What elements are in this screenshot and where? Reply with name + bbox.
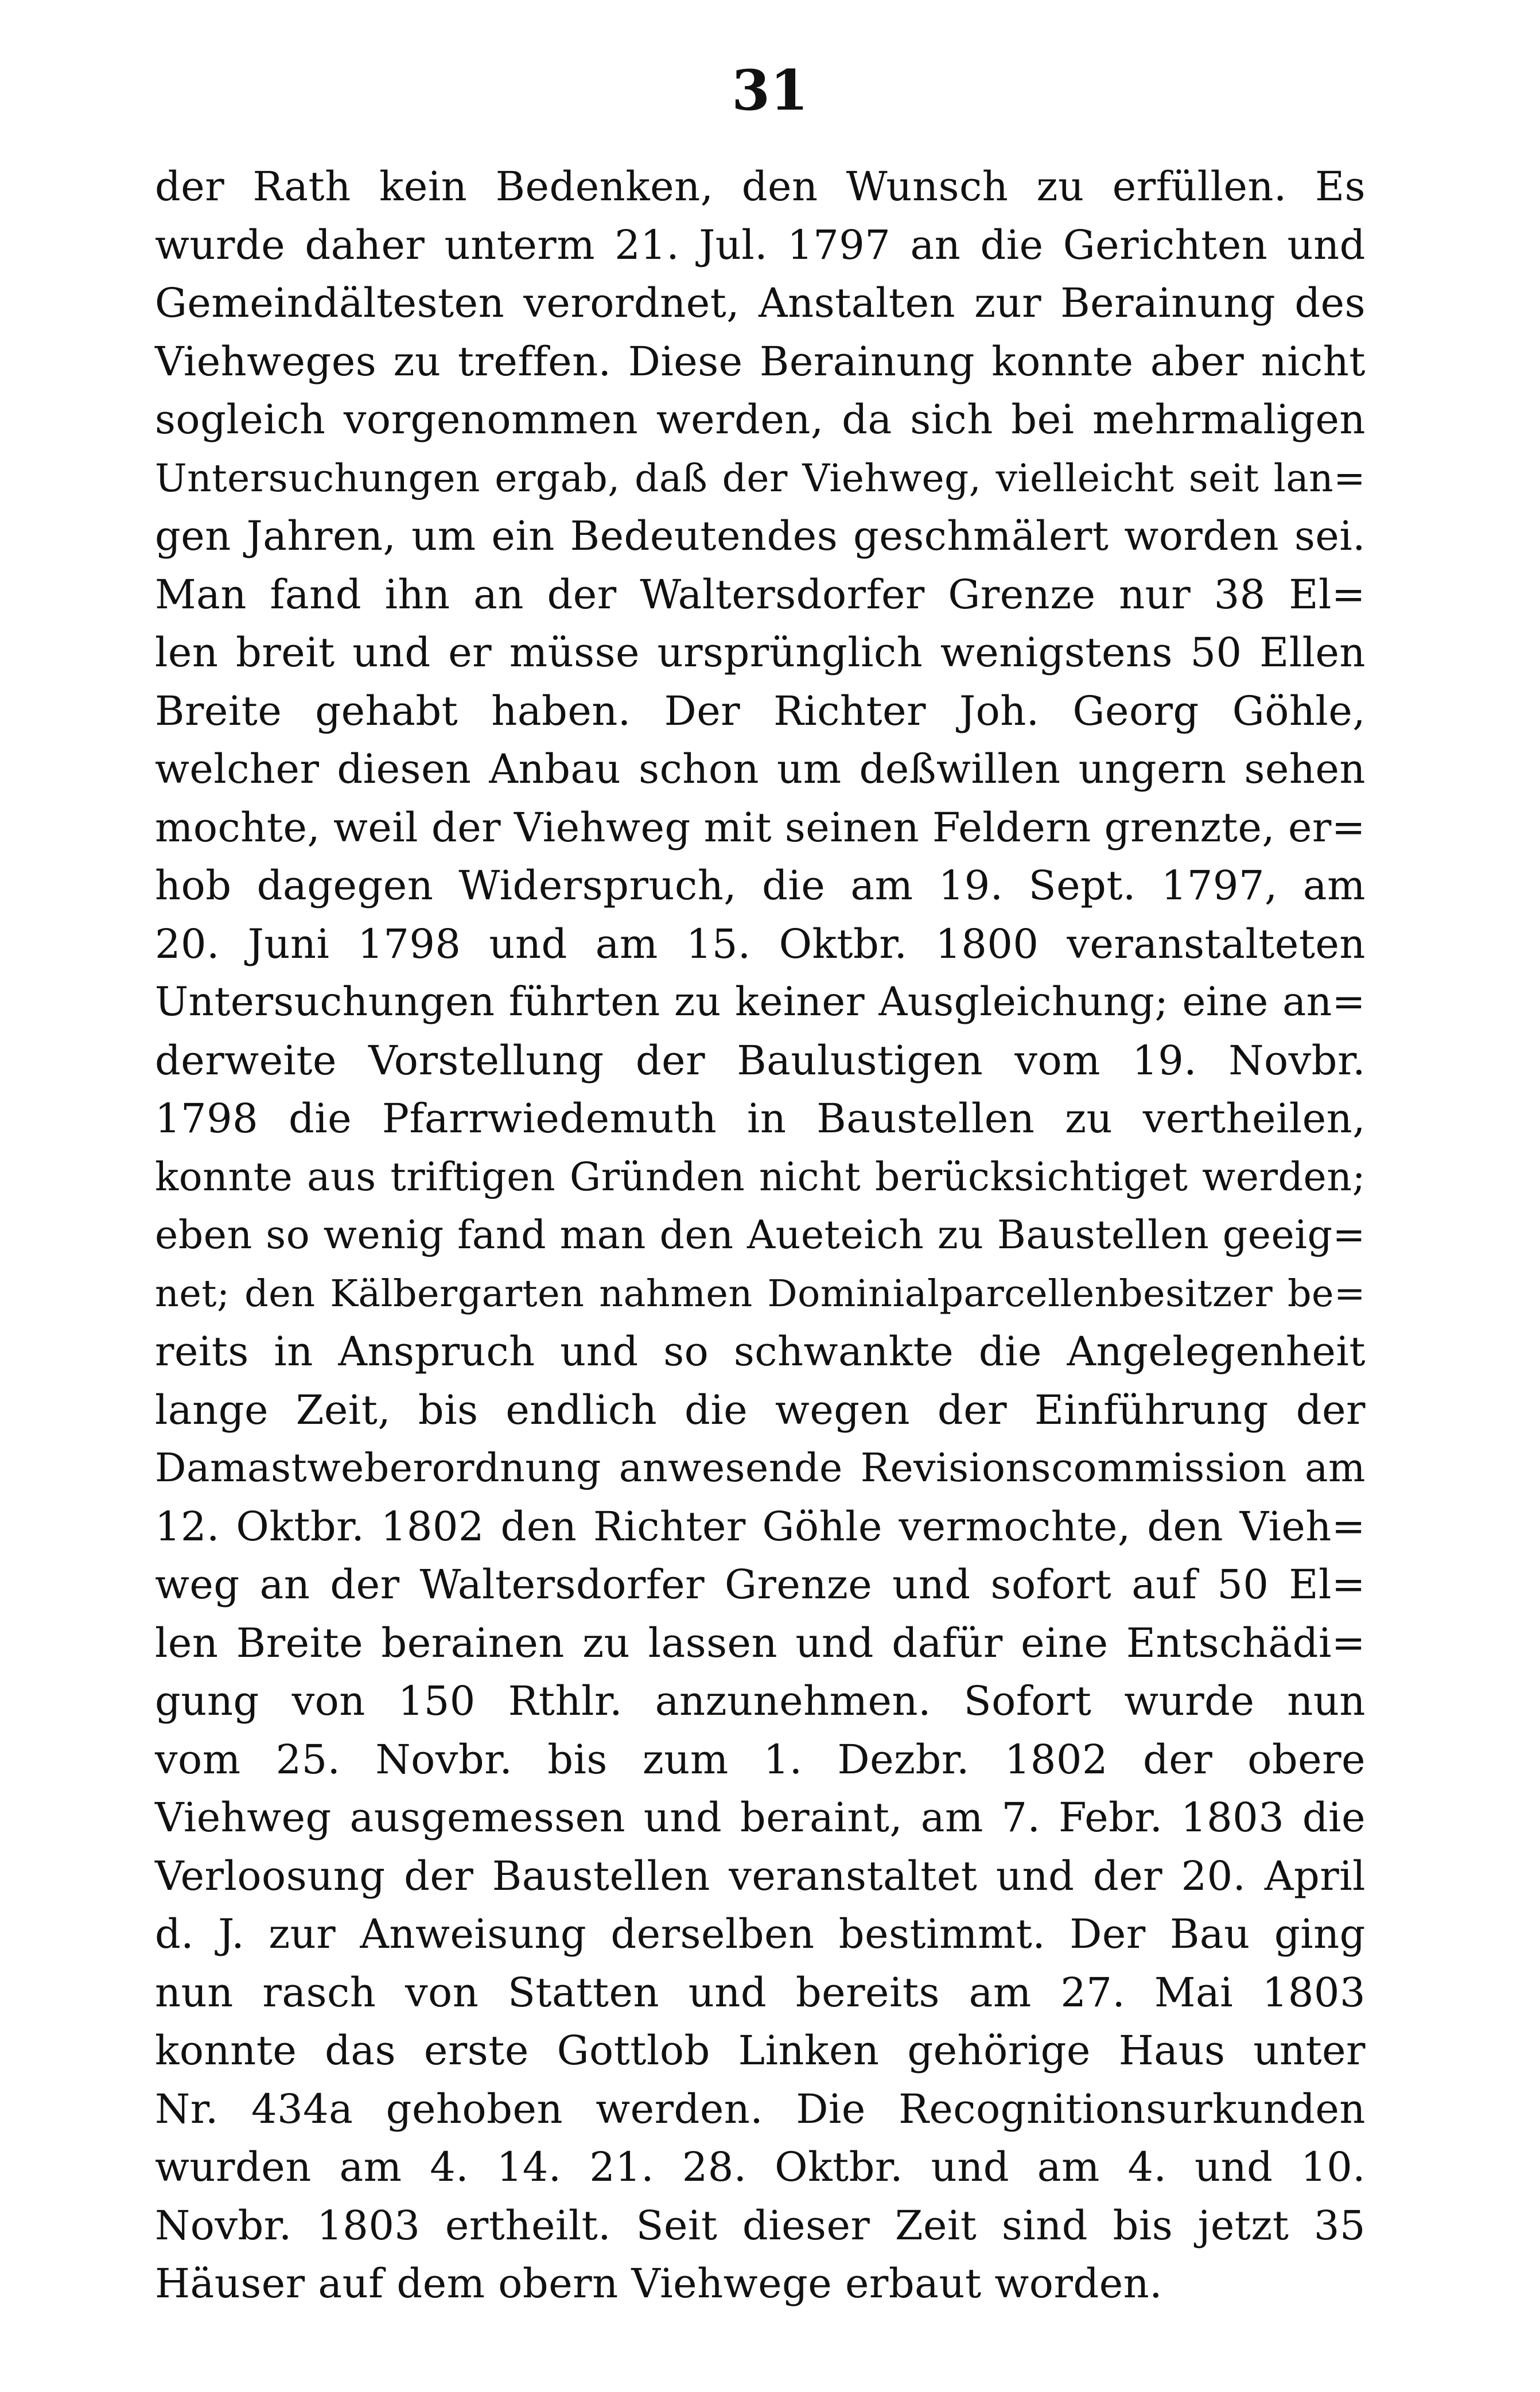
text-line: sogleich vorgenommen werden, da sich bei mehrmaligen	[155, 396, 1366, 443]
text-line: Damastweberordnung anwesende Revisionscommission am	[155, 1446, 1366, 1491]
text-line: konnte aus triftigen Gründen nicht berücksichtiget werden;	[155, 1154, 1366, 1200]
text-line: 20. Juni 1798 und am 15. Oktbr. 1800 veranstalteten	[155, 920, 1366, 968]
text-line: net; den Kälbergarten nahmen Dominialparcellenbesitzer be=	[155, 1272, 1366, 1315]
page-number: 31	[732, 58, 808, 123]
text-line: Häuser auf dem obern Viehwege erbaut worden.	[155, 2260, 1162, 2307]
text-line: Untersuchungen ergab, daß der Viehweg, vielleicht seit lan=	[155, 456, 1366, 500]
text-line: 12. Oktbr. 1802 den Richter Göhle vermochte, den Vieh=	[155, 1502, 1366, 1550]
text-line: weg an der Waltersdorfer Grenze und sofort auf 50 El=	[155, 1561, 1366, 1608]
text-line: lange Zeit, bis endlich die wegen der Einführung der	[155, 1386, 1366, 1434]
text-line: 1798 die Pfarrwiedemuth in Baustellen zu vertheilen,	[155, 1095, 1366, 1142]
text-line: Verloosung der Baustellen veranstaltet und der 20. April	[155, 1852, 1366, 1900]
body-text	[155, 158, 1366, 2313]
text-line: eben so wenig fand man den Aueteich zu Baustellen geeig=	[155, 1213, 1366, 1258]
text-line: der Rath kein Bedenken, den Wunsch zu erfüllen. Es	[155, 163, 1366, 210]
text-line: hob dagegen Widerspruch, die am 19. Sept. 1797, am	[155, 862, 1366, 909]
text-line: d. J. zur Anweisung derselben bestimmt. Der Bau ging	[155, 1911, 1366, 1958]
text-line: Viehweges zu treffen. Diese Berainung konnte aber nicht	[155, 337, 1366, 385]
text-line: Man fand ihn an der Waltersdorfer Grenze nur 38 El=	[155, 570, 1366, 618]
text-line: Gemeindältesten verordnet, Anstalten zur Berainung des	[155, 279, 1366, 327]
text-line: Viehweg ausgemessen und beraint, am 7. Febr. 1803 die	[155, 1794, 1366, 1841]
text-line: nun rasch von Statten und bereits am 27. Mai 1803	[155, 1968, 1366, 2016]
text-line: Untersuchungen führten zu keiner Ausgleichung; eine an=	[155, 979, 1366, 1025]
text-line: Breite gehabt haben. Der Richter Joh. Georg Göhle,	[155, 687, 1366, 735]
text-line: wurde daher unterm 21. Jul. 1797 an die Gerichten und	[155, 221, 1366, 269]
text-line: wurden am 4. 14. 21. 28. Oktbr. und am 4. und 10.	[155, 2144, 1366, 2191]
text-line: Novbr. 1803 ertheilt. Seit dieser Zeit sind bis jetzt 35	[155, 2201, 1366, 2249]
text-line: vom 25. Novbr. bis zum 1. Dezbr. 1802 der obere	[155, 1735, 1366, 1783]
text-line: gen Jahren, um ein Bedeutendes geschmälert worden sei.	[155, 512, 1366, 560]
text-line: reits in Anspruch und so schwankte die Angelegenheit	[155, 1328, 1366, 1375]
text-line: len Breite berainen zu lassen und dafür eine Entschädi=	[155, 1619, 1366, 1667]
text-line: mochte, weil der Viehweg mit seinen Feldern grenzte, er=	[155, 803, 1366, 851]
text-line: Nr. 434a gehoben werden. Die Recognitionsurkunden	[155, 2085, 1366, 2133]
text-line: konnte das erste Gottlob Linken gehörige Haus unter	[155, 2027, 1366, 2074]
text-line: derweite Vorstellung der Baulustigen vom 19. Novbr.	[155, 1036, 1366, 1084]
text-line: len breit und er müsse ursprünglich wenigstens 50 Ellen	[155, 629, 1366, 676]
text-line: gung von 150 Rthlr. anzunehmen. Sofort wurde nun	[155, 1677, 1366, 1725]
text-line: welcher diesen Anbau schon um deßwillen ungern sehen	[155, 745, 1366, 793]
